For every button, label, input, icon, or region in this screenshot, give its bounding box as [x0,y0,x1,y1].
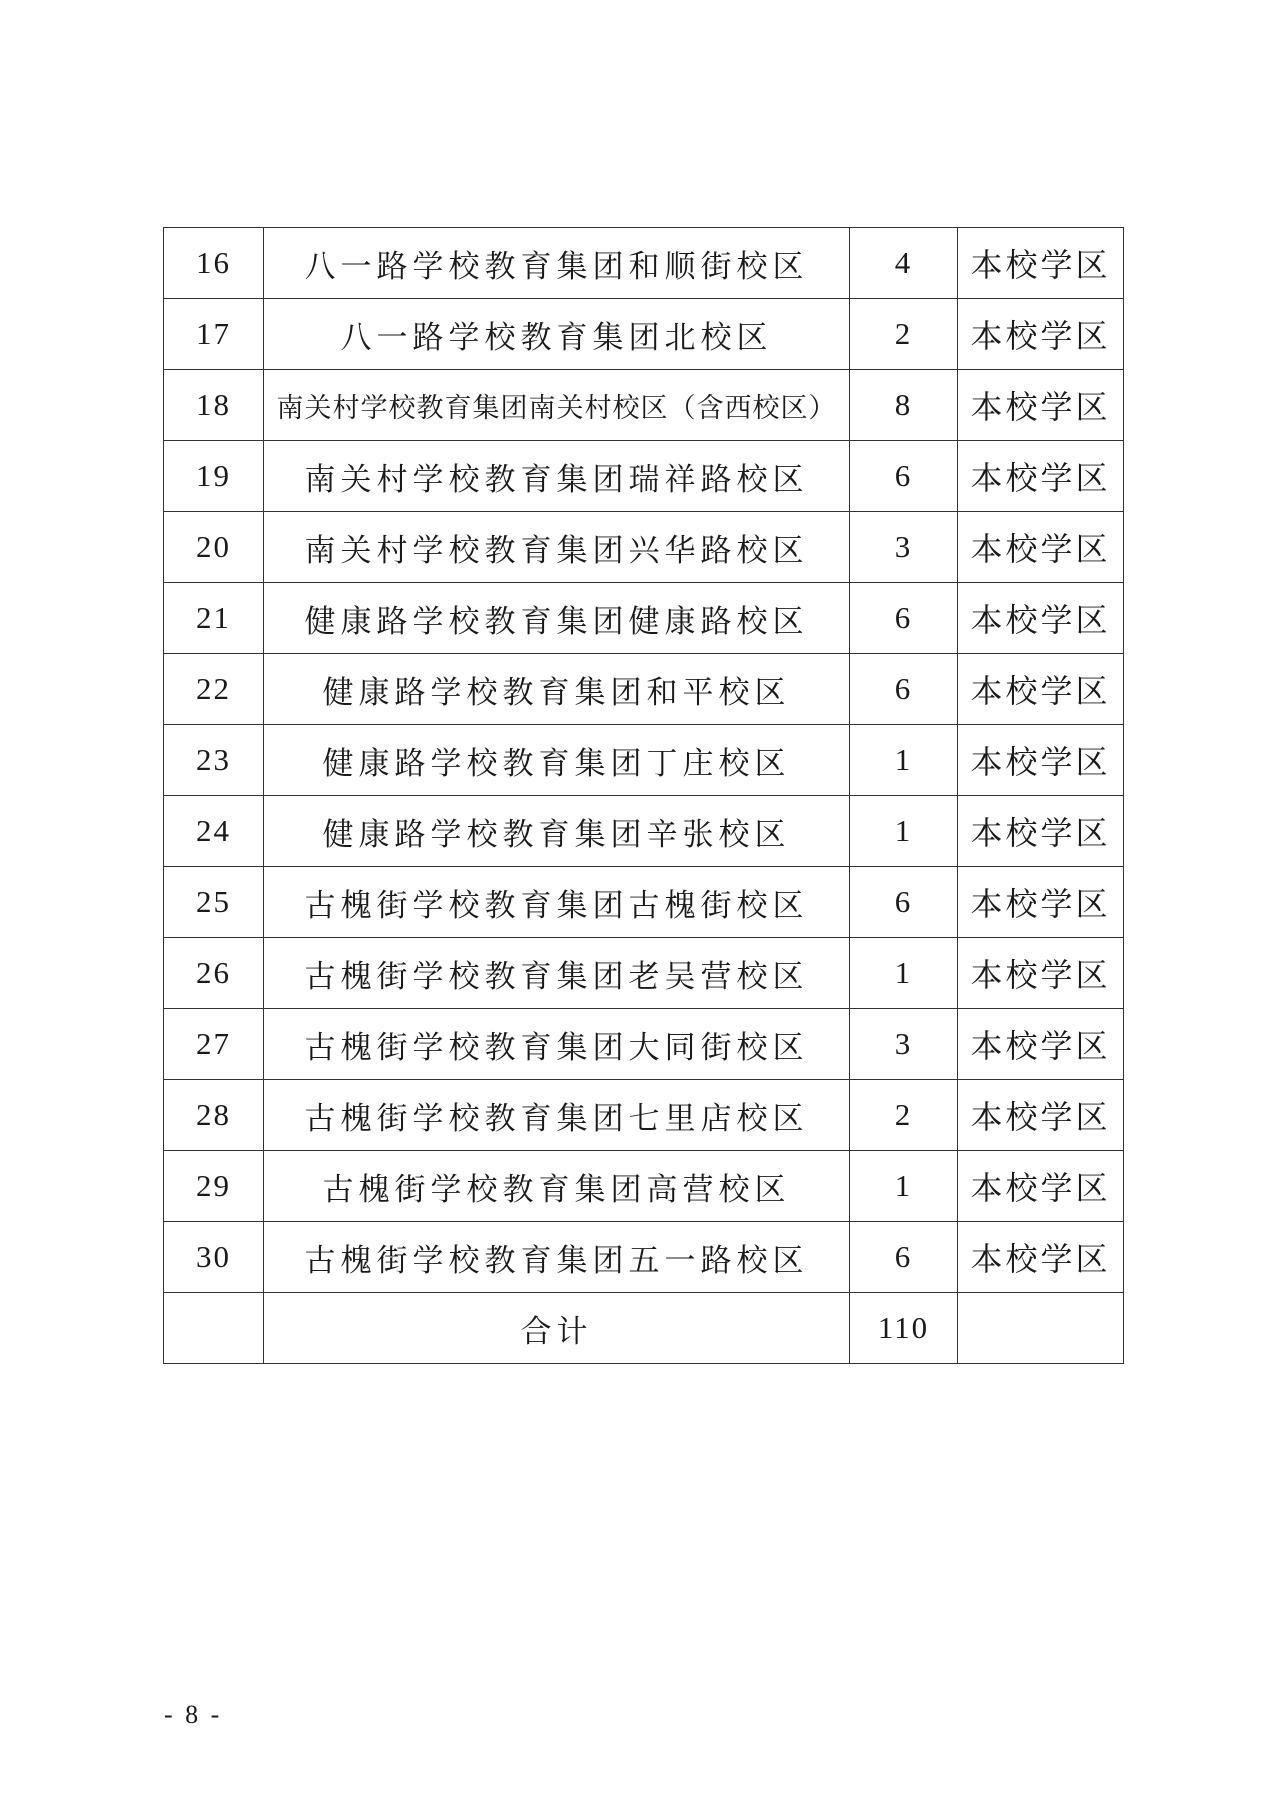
row-number: 22 [164,654,264,725]
district-type: 本校学区 [958,1151,1124,1222]
total-row [164,1293,1124,1364]
total-number-cell [164,1293,264,1364]
row-number: 27 [164,1009,264,1080]
quota-count: 2 [850,299,958,370]
campus-name: 古槐街学校教育集团高营校区 [264,1151,850,1222]
row-number: 19 [164,441,264,512]
campus-name: 八一路学校教育集团和顺街校区 [264,228,850,299]
table-row [164,867,1124,938]
quota-count: 4 [850,228,958,299]
district-type: 本校学区 [958,1222,1124,1293]
district-type: 本校学区 [958,1009,1124,1080]
table-row [164,938,1124,1009]
district-type: 本校学区 [958,938,1124,1009]
quota-count: 6 [850,1222,958,1293]
table-row [164,1151,1124,1222]
campus-allocation-table [163,227,1124,1364]
table-row [164,1009,1124,1080]
district-type: 本校学区 [958,796,1124,867]
row-number: 23 [164,725,264,796]
quota-count: 1 [850,796,958,867]
quota-count: 6 [850,867,958,938]
campus-name: 南关村学校教育集团南关村校区（含西校区） [264,370,850,441]
campus-name: 健康路学校教育集团健康路校区 [264,583,850,654]
district-type: 本校学区 [958,299,1124,370]
table-row [164,1222,1124,1293]
table-row [164,725,1124,796]
campus-name: 南关村学校教育集团兴华路校区 [264,512,850,583]
district-type: 本校学区 [958,370,1124,441]
district-type: 本校学区 [958,867,1124,938]
row-number: 24 [164,796,264,867]
campus-name: 南关村学校教育集团瑞祥路校区 [264,441,850,512]
table-row [164,299,1124,370]
quota-count: 1 [850,938,958,1009]
table-row [164,1080,1124,1151]
quota-count: 1 [850,1151,958,1222]
total-label: 合计 [264,1293,850,1364]
district-type: 本校学区 [958,583,1124,654]
total-type-cell [958,1293,1124,1364]
quota-count: 1 [850,725,958,796]
campus-name: 健康路学校教育集团丁庄校区 [264,725,850,796]
row-number: 18 [164,370,264,441]
table-body [164,228,1124,1364]
row-number: 16 [164,228,264,299]
row-number: 25 [164,867,264,938]
campus-name: 古槐街学校教育集团古槐街校区 [264,867,850,938]
table-row [164,654,1124,725]
table-row [164,796,1124,867]
campus-name: 健康路学校教育集团辛张校区 [264,796,850,867]
district-type: 本校学区 [958,1080,1124,1151]
quota-count: 2 [850,1080,958,1151]
total-count: 110 [850,1293,958,1364]
campus-name: 古槐街学校教育集团七里店校区 [264,1080,850,1151]
campus-name: 八一路学校教育集团北校区 [264,299,850,370]
quota-count: 3 [850,1009,958,1080]
row-number: 26 [164,938,264,1009]
district-type: 本校学区 [958,228,1124,299]
page-number: - 8 - [164,1700,223,1729]
district-type: 本校学区 [958,441,1124,512]
district-type: 本校学区 [958,725,1124,796]
row-number: 20 [164,512,264,583]
row-number: 17 [164,299,264,370]
campus-name: 健康路学校教育集团和平校区 [264,654,850,725]
row-number: 30 [164,1222,264,1293]
quota-count: 8 [850,370,958,441]
row-number: 28 [164,1080,264,1151]
campus-name: 古槐街学校教育集团五一路校区 [264,1222,850,1293]
campus-name: 古槐街学校教育集团老吴营校区 [264,938,850,1009]
table-row [164,441,1124,512]
row-number: 29 [164,1151,264,1222]
quota-count: 6 [850,441,958,512]
quota-count: 3 [850,512,958,583]
quota-count: 6 [850,583,958,654]
district-type: 本校学区 [958,512,1124,583]
district-type: 本校学区 [958,654,1124,725]
table-row [164,512,1124,583]
quota-count: 6 [850,654,958,725]
table-row [164,370,1124,441]
row-number: 21 [164,583,264,654]
table-row [164,228,1124,299]
campus-name: 古槐街学校教育集团大同街校区 [264,1009,850,1080]
table-row [164,583,1124,654]
